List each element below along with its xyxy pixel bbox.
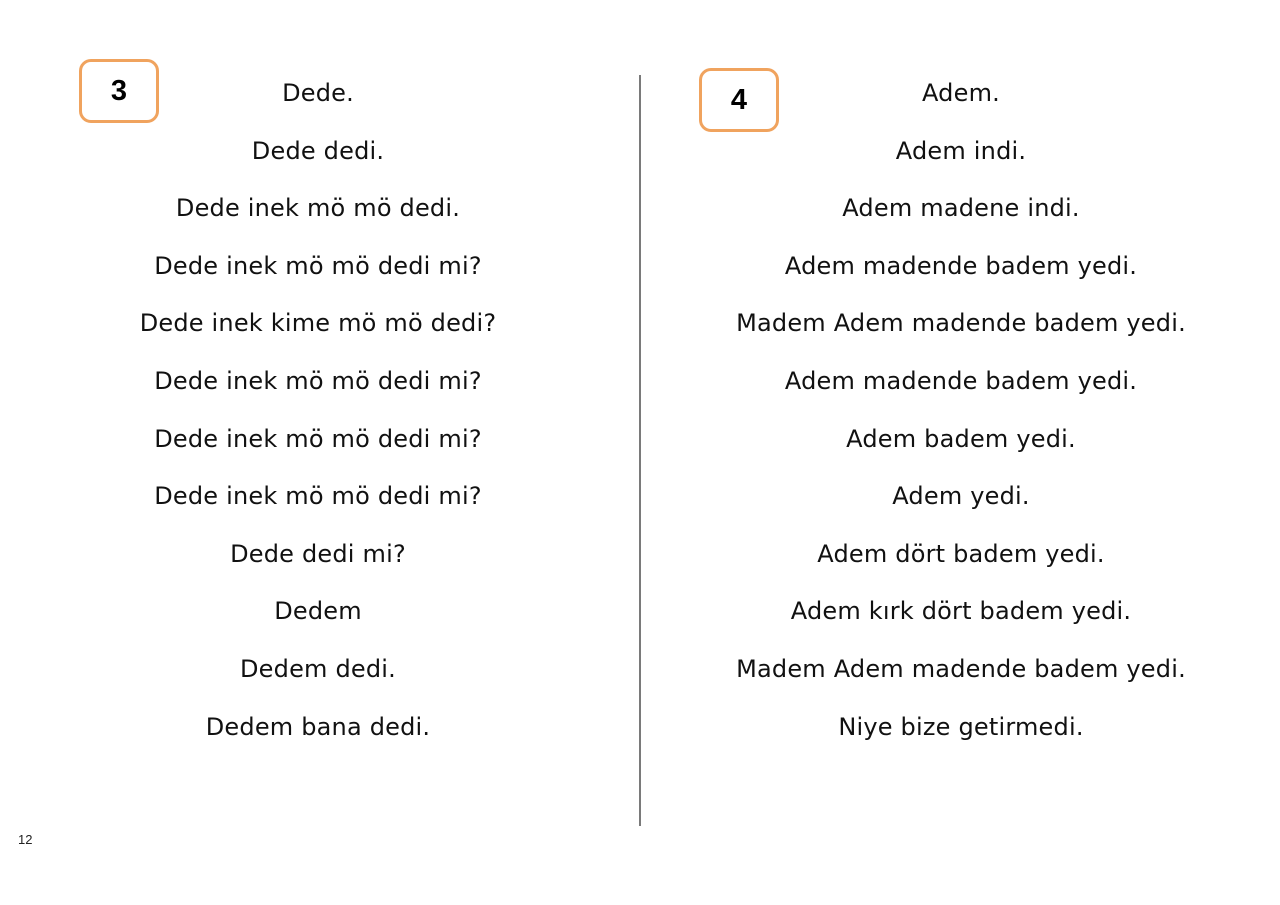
reading-line: Madem Adem madende badem yedi.	[736, 654, 1186, 683]
reading-line: Dedem	[274, 597, 362, 626]
reading-list-right	[730, 65, 1192, 756]
reading-line: Adem indi.	[895, 136, 1027, 165]
reading-line: Dedem bana dedi.	[205, 712, 431, 741]
reading-line: Dede inek kime mö mö dedi?	[139, 309, 497, 338]
reading-line: Adem madende badem yedi.	[784, 366, 1138, 395]
page-divider	[639, 75, 641, 826]
reading-line: Dede inek mö mö dedi mi?	[154, 424, 482, 453]
reading-line: Dede dedi.	[251, 136, 385, 165]
reading-line: Adem dört badem yedi.	[817, 539, 1105, 568]
reading-line: Dede.	[282, 79, 354, 107]
reading-line: Dede inek mö mö dedi mi?	[154, 366, 482, 395]
reading-line: Adem madende badem yedi.	[784, 251, 1138, 280]
reading-line: Dedem dedi.	[240, 654, 396, 683]
reading-line: Dede dedi mi?	[230, 539, 406, 568]
reading-line: Niye bize getirmedi.	[838, 712, 1084, 741]
reading-line: Madem Adem madende badem yedi.	[736, 309, 1186, 338]
reading-line: Dede inek mö mö dedi mi?	[154, 482, 482, 511]
reading-list-left	[120, 65, 516, 756]
section-number: 4	[730, 83, 748, 116]
reading-line: Dede inek mö mö dedi mi?	[154, 251, 482, 280]
reading-line: Adem madene indi.	[842, 194, 1080, 223]
reading-line: Adem badem yedi.	[846, 424, 1076, 453]
reading-line: Adem.	[921, 79, 1000, 107]
reading-line: Dede inek mö mö dedi.	[175, 194, 461, 223]
section-number: 3	[110, 74, 128, 107]
page-number: 12	[18, 832, 33, 847]
reading-line: Adem kırk dört badem yedi.	[790, 597, 1132, 626]
reading-line: Adem yedi.	[892, 482, 1030, 511]
